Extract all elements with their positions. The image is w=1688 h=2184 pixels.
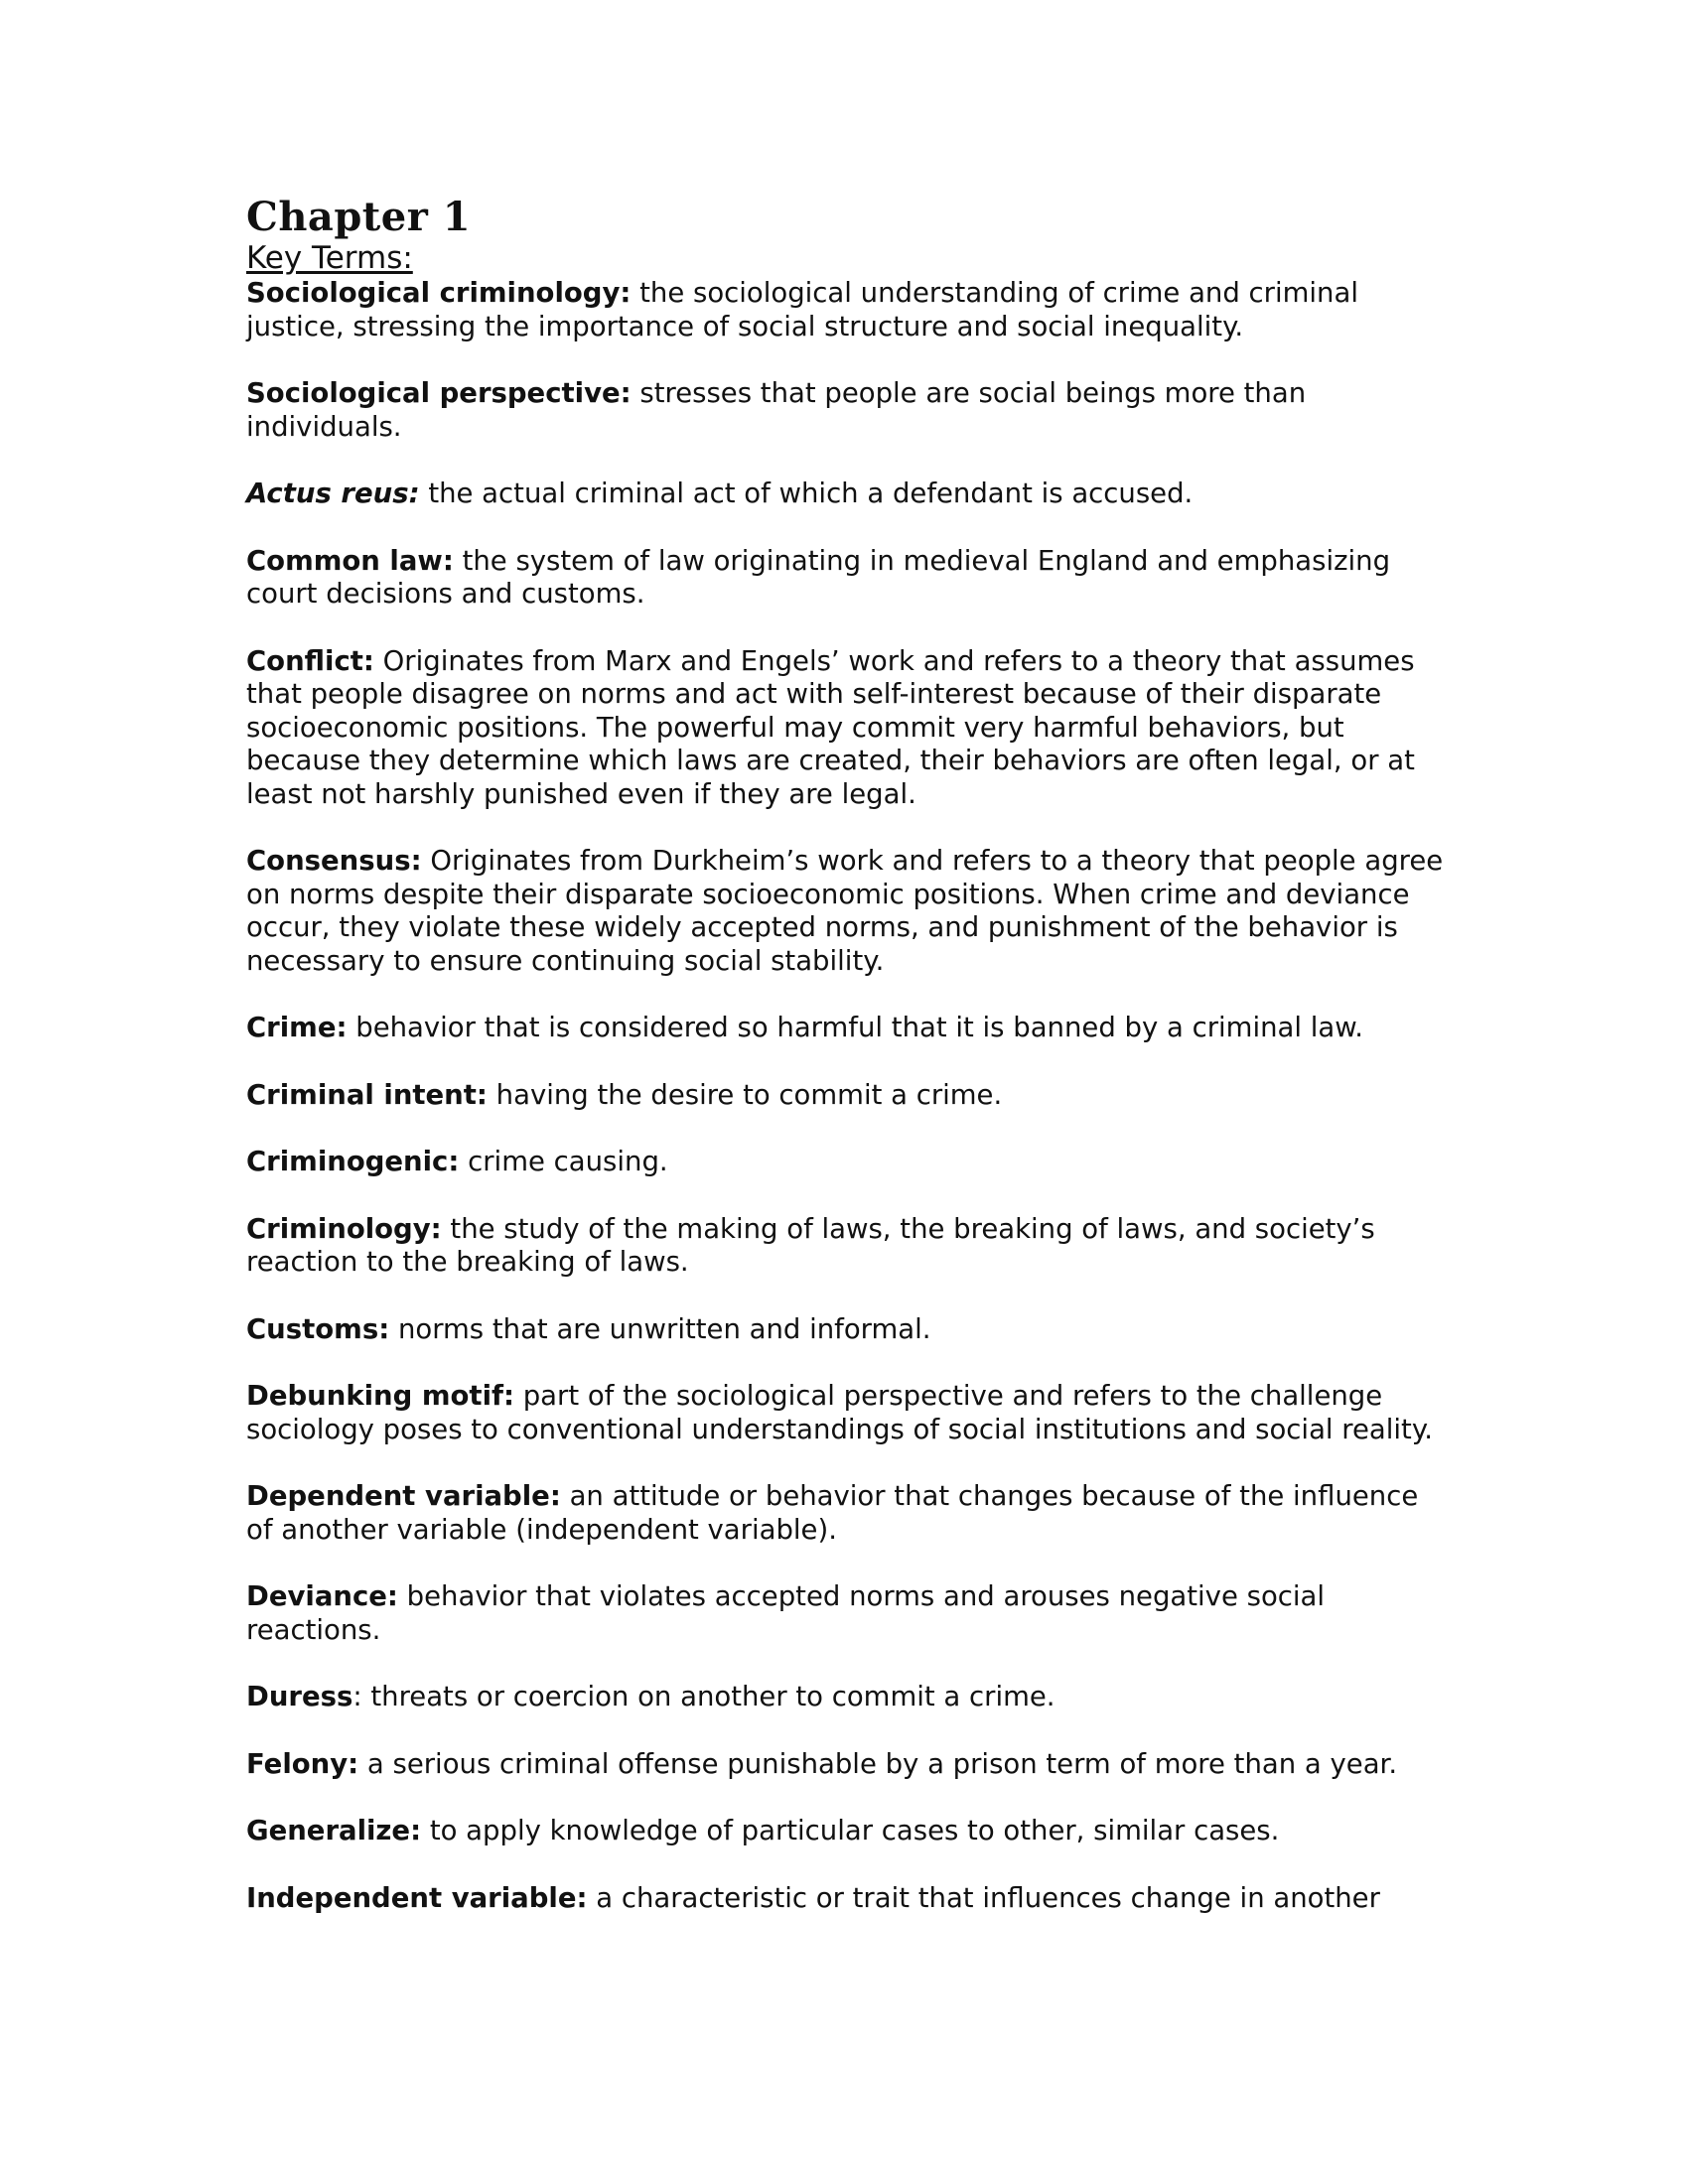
glossary-definition: the study of the making of laws, the breaking of laws, and society’s reaction to the breaking of laws. xyxy=(246,1212,1375,1278)
glossary-entry xyxy=(246,1380,1448,1446)
glossary-definition: threats or coercion on another to commit a crime. xyxy=(370,1681,1055,1712)
glossary-definition: stresses that people are social beings more than individuals. xyxy=(246,377,1307,443)
key-terms-list xyxy=(246,277,1448,1915)
glossary-entry xyxy=(246,1580,1448,1647)
glossary-term: Criminogenic: xyxy=(246,1146,460,1177)
glossary-definition: having the desire to commit a crime. xyxy=(495,1078,1003,1111)
glossary-definition: Originates from Durkheim’s work and refers to a theory that people agree on norms despite their disparate socioeconomic positions. When crime and deviance occur, they violate these widely accepted norms, and punishment of the behavior is necessary to ensure continuing social stability. xyxy=(246,845,1444,977)
glossary-entry xyxy=(246,277,1448,343)
glossary-term: Common law: xyxy=(246,544,454,577)
glossary-definition: the sociological understanding of crime and criminal justice, stressing the importance of social structure and social inequality. xyxy=(246,277,1358,342)
glossary-term: Independent variable: xyxy=(246,1881,588,1914)
glossary-entry xyxy=(246,545,1448,612)
chapter-title: Chapter 1 xyxy=(246,194,472,240)
glossary-term: Dependent variable: xyxy=(246,1480,561,1512)
glossary-term: Criminal intent: xyxy=(246,1078,488,1111)
glossary-entry xyxy=(246,377,1448,444)
glossary-entry xyxy=(246,1882,1448,1916)
glossary-entry xyxy=(246,478,1448,511)
glossary-definition: behavior that is considered so harmful that it is banned by a criminal law. xyxy=(355,1012,1363,1043)
glossary-term: Felony: xyxy=(246,1747,359,1780)
glossary-term: Debunking motif: xyxy=(246,1380,514,1412)
key-terms-heading: Key Terms: xyxy=(246,240,413,276)
glossary-entry xyxy=(246,1146,1448,1179)
glossary-entry xyxy=(246,1815,1448,1848)
glossary-definition: an attitude or behavior that changes because of the influence of another variable (independent variable). xyxy=(246,1480,1419,1546)
glossary-definition: the system of law originating in medieval England and emphasizing court decisions and customs. xyxy=(246,544,1391,610)
glossary-definition: to apply knowledge of particular cases to other, similar cases. xyxy=(429,1815,1280,1846)
glossary-entry xyxy=(246,1213,1448,1280)
glossary-term: Deviance: xyxy=(246,1580,398,1612)
glossary-entry xyxy=(246,845,1448,978)
glossary-term: Conflict: xyxy=(246,644,374,677)
glossary-term: Duress xyxy=(246,1681,353,1712)
glossary-term: Customs: xyxy=(246,1312,390,1345)
glossary-term: Consensus: xyxy=(246,845,422,877)
document-page xyxy=(246,195,1448,1915)
glossary-entry xyxy=(246,1480,1448,1547)
glossary-entry xyxy=(246,1012,1448,1045)
glossary-definition: part of the sociological perspective and refers to the challenge sociology poses to conventional understandings of social institutions and social reality. xyxy=(246,1380,1433,1445)
glossary-definition: a characteristic or trait that influences change in another xyxy=(596,1881,1380,1914)
glossary-definition: behavior that violates accepted norms and arouses negative social reactions. xyxy=(246,1580,1326,1646)
glossary-term: Criminology: xyxy=(246,1212,442,1245)
glossary-term: Sociological criminology: xyxy=(246,277,632,309)
glossary-definition: a serious criminal offense punishable by a prison term of more than a year. xyxy=(366,1747,1398,1780)
glossary-term: Crime: xyxy=(246,1012,348,1043)
glossary-term: Generalize: xyxy=(246,1815,422,1846)
glossary-entry: Duress: threats or coercion on another to commit a crime. xyxy=(246,1681,1055,1712)
glossary-definition: Originates from Marx and Engels’ work and refers to a theory that assumes that people disagree on norms and act with self-interest because of their disparate socioeconomic positions. The powerful may commit very harmful behaviors, but because they determine which laws are created, their behaviors are often legal, or at least not harshly punished even if they are legal. xyxy=(246,644,1415,810)
glossary-entry xyxy=(246,1079,1448,1113)
glossary-entry xyxy=(246,1313,1448,1347)
glossary-entry xyxy=(246,1748,1448,1782)
glossary-entry xyxy=(246,645,1448,812)
glossary-definition: norms that are unwritten and informal. xyxy=(397,1312,931,1345)
glossary-term: Sociological perspective: xyxy=(246,377,632,409)
glossary-definition: crime causing. xyxy=(468,1146,668,1177)
glossary-term: Actus reus: xyxy=(246,478,420,509)
glossary-definition: the actual criminal act of which a defendant is accused. xyxy=(428,478,1194,509)
